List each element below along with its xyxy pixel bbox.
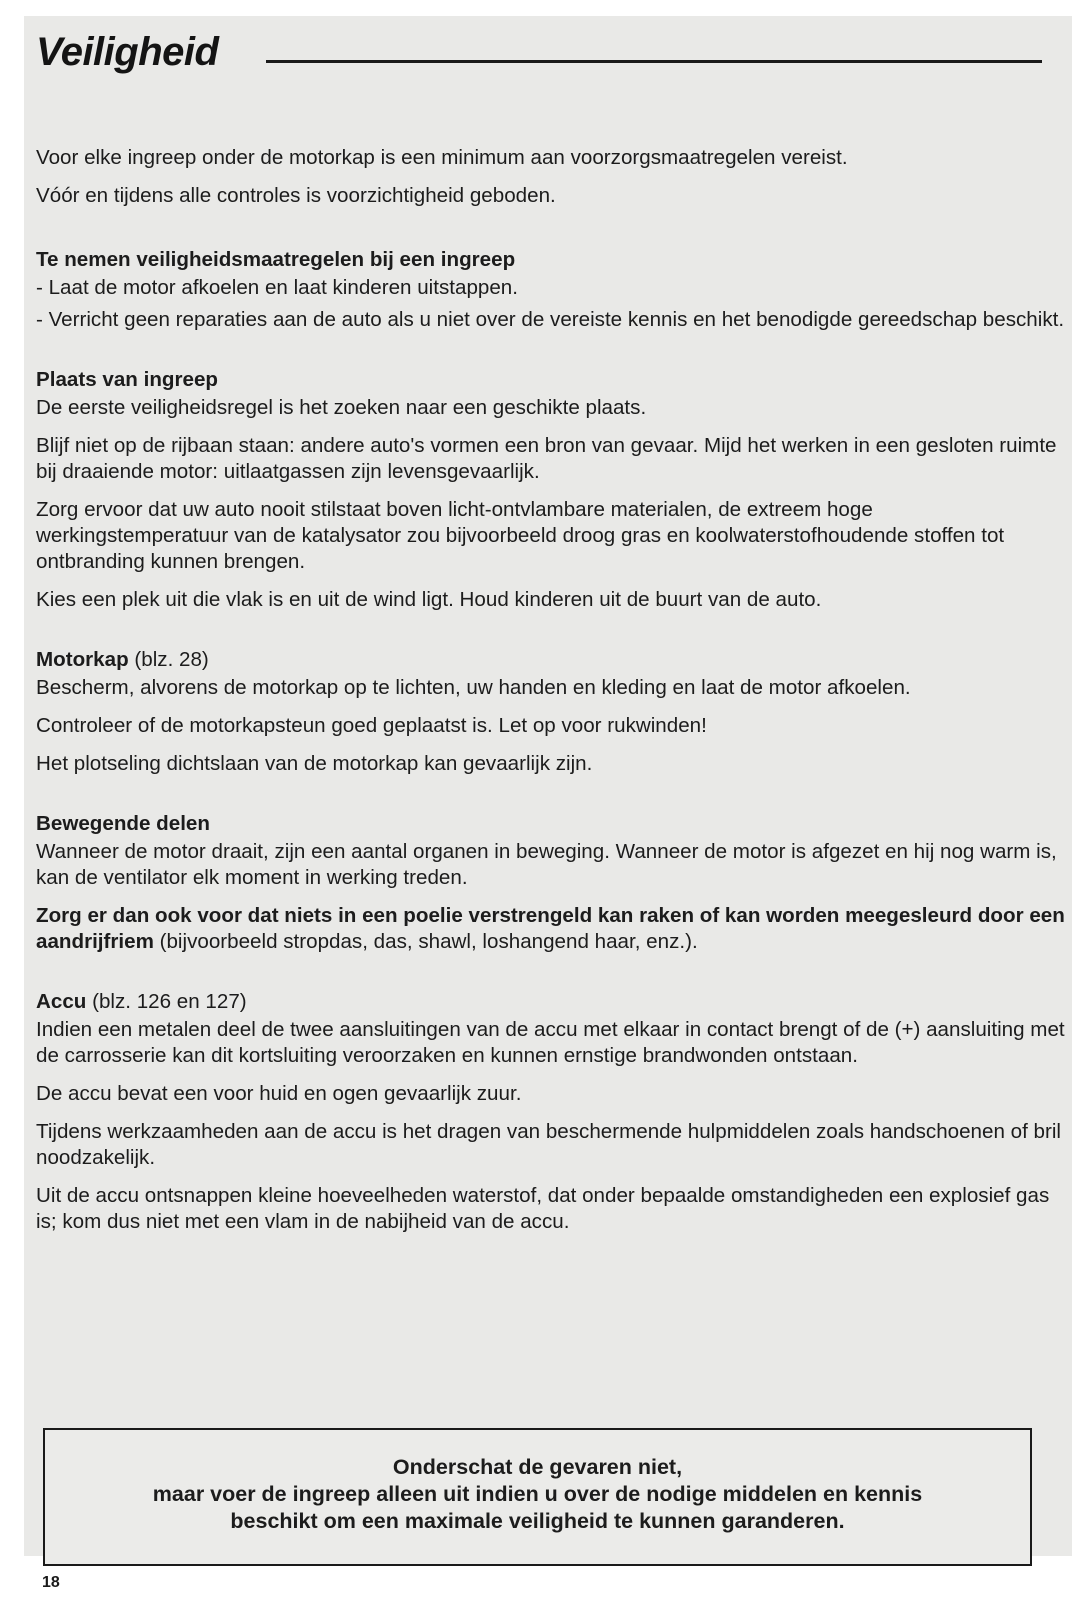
hood-page-ref: (blz. 28): [128, 648, 209, 671]
moving-parts-warning: [36, 903, 1066, 955]
page-title: Veiligheid: [36, 30, 219, 74]
location-paragraph: Blijf niet op de rijbaan staan: andere auto's vormen een bron van gevaar. Mijd het werken in een gesloten ruimte bij draaiende motor: uitlaatgassen zijn levensgevaarlijk.: [36, 434, 1057, 483]
battery-heading-text: Accu: [36, 990, 87, 1013]
battery-paragraph: Uit de accu ontsnappen kleine hoeveelheden waterstof, dat onder bepaalde omstandigheden een explosief gas is; kom dus niet met een vlam in de nabijheid van de accu.: [36, 1184, 1050, 1233]
intro-paragraph: Voor elke ingreep onder de motorkap is een minimum aan voorzorgsmaatregelen vereist.: [36, 146, 848, 169]
warning-box: [43, 1428, 1032, 1566]
hood-heading-text: Motorkap: [36, 648, 129, 671]
location-paragraph: De eerste veiligheidsregel is het zoeken naar een geschikte plaats.: [36, 396, 647, 419]
battery-paragraph: Tijdens werkzaamheden aan de accu is het dragen van beschermende hulpmiddelen zoals handschoenen of bril noodzakelijk.: [36, 1120, 1062, 1169]
precaution-bullet: - Verricht geen reparaties aan de auto als u niet over de vereiste kennis en het benodigde gereedschap beschikt.: [36, 308, 1065, 331]
hood-paragraph: Controleer of de motorkapsteun goed geplaatst is. Let op voor rukwinden!: [36, 714, 707, 737]
content: [36, 145, 1066, 1247]
precaution-bullet: - Laat de motor afkoelen en laat kinderen uitstappen.: [36, 276, 518, 299]
battery-heading: [36, 989, 1066, 1015]
hood-heading: [36, 647, 1066, 673]
hood-paragraph: Het plotseling dichtslaan van de motorkap kan gevaarlijk zijn.: [36, 752, 593, 775]
precautions-heading: Te nemen veiligheidsmaatregelen bij een ingreep: [36, 248, 516, 271]
hood-paragraph: Bescherm, alvorens de motorkap op te lichten, uw handen en kleding en laat de motor afkoelen.: [36, 676, 911, 699]
battery-paragraph: Indien een metalen deel de twee aansluitingen van de accu met elkaar in contact brengt of de (+) aansluiting met de carrosserie kan dit kortsluiting veroorzaken en kunnen ernstige brandwonden ontstaan.: [36, 1018, 1065, 1067]
title-rule: [266, 60, 1042, 63]
moving-parts-paragraph: Wanneer de motor draait, zijn een aantal organen in beweging. Wanneer de motor is afgezet en hij nog warm is, kan de ventilator elk moment in werking treden.: [36, 840, 1057, 889]
battery-page-ref: (blz. 126 en 127): [86, 990, 247, 1013]
warning-line: maar voer de ingreep alleen uit indien u over de nodige middelen en kennis: [152, 1482, 923, 1506]
moving-parts-heading: Bewegende delen: [36, 812, 210, 835]
location-paragraph: Kies een plek uit die vlak is en uit de wind ligt. Houd kinderen uit de buurt van de auto.: [36, 588, 822, 611]
warning-line: beschikt om een maximale veiligheid te kunnen garanderen.: [230, 1509, 845, 1533]
location-heading: Plaats van ingreep: [36, 368, 218, 391]
moving-parts-warning-rest: (bijvoorbeeld stropdas, das, shawl, loshangend haar, enz.).: [153, 930, 698, 953]
warning-line: Onderschat de gevaren niet,: [392, 1455, 683, 1479]
manual-page: [24, 16, 1072, 1556]
moving-parts-warning-bold: Zorg er dan ook voor dat niets in een poelie verstrengeld kan raken of kan worden meegesleurd door een aandrijfriem: [36, 904, 1065, 953]
battery-paragraph: De accu bevat een voor huid en ogen gevaarlijk zuur.: [36, 1082, 522, 1105]
location-paragraph: Zorg ervoor dat uw auto nooit stilstaat boven licht-ontvlambare materialen, de extreem hoge werkingstemperatuur van de katalysator zou bijvoorbeeld droog gras en koolwaterstofhoudende stoffen tot ontbranding kunnen brengen.: [36, 498, 1005, 573]
intro-paragraph: Vóór en tijdens alle controles is voorzichtigheid geboden.: [36, 184, 556, 207]
page-number: 18: [42, 1574, 60, 1591]
